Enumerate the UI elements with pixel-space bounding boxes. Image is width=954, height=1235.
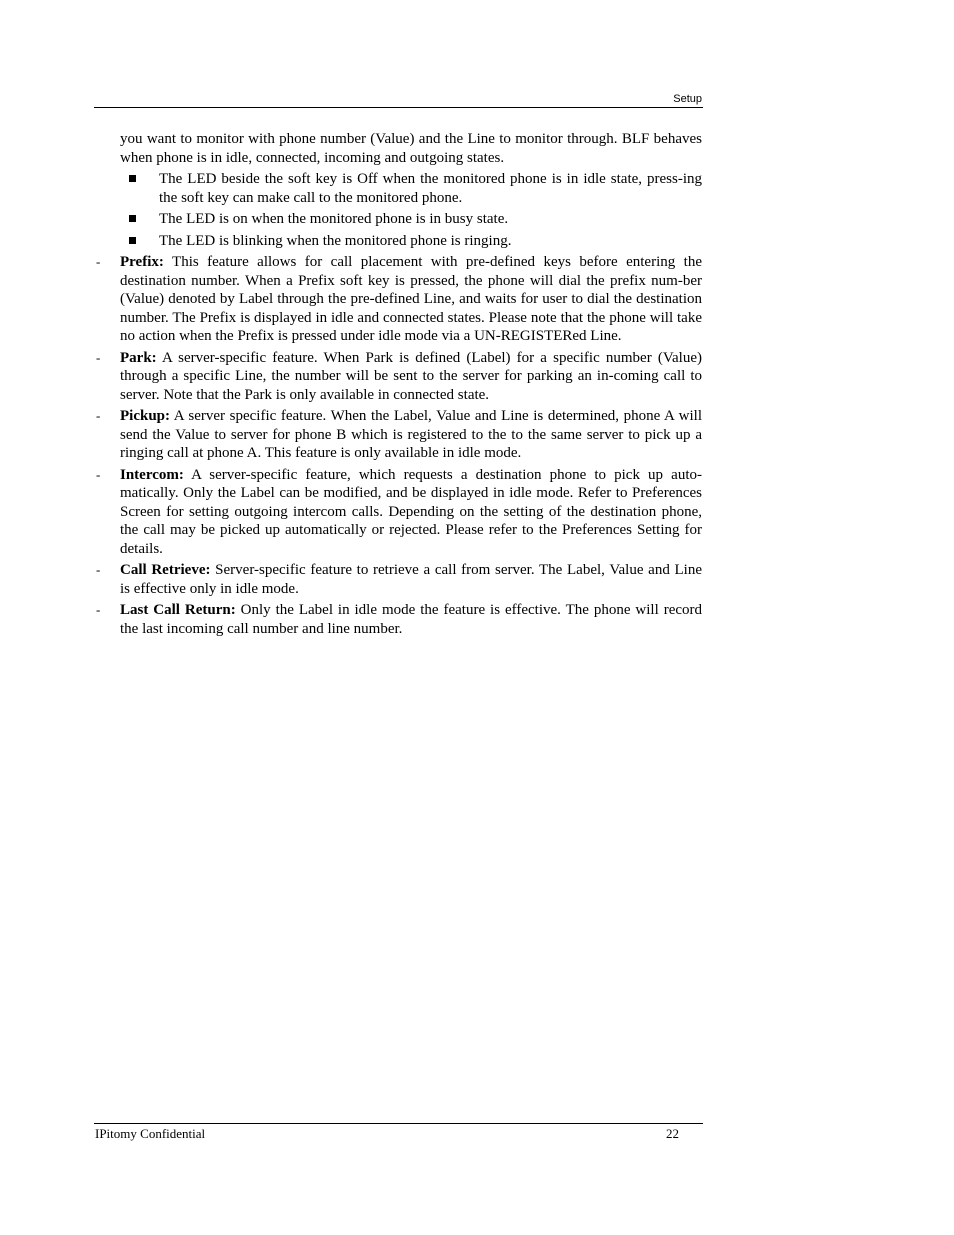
- feature-description: Only the Label in idle mode the feature is effective. The phone will record the last incoming call number and line number.: [120, 602, 703, 637]
- dash-marker: -: [96, 466, 101, 482]
- feature-description: Server-specific feature to retrieve a call from server. The Label, Value and Line is effective only in idle mode.: [120, 562, 702, 597]
- led-bullet-list: [120, 170, 702, 250]
- dash-marker: -: [96, 408, 101, 423]
- feature-last-call-return: [96, 601, 703, 638]
- list-item: [120, 210, 702, 229]
- header-rule: [94, 107, 703, 108]
- feature-prefix: [96, 253, 702, 346]
- feature-intercom: [96, 466, 702, 559]
- footer-confidential-label: IPitomy Confidential: [95, 1126, 206, 1141]
- dash-marker: -: [96, 254, 101, 269]
- page-body: [96, 130, 703, 638]
- feature-term: Call Retrieve:: [120, 562, 211, 578]
- page-number: 22: [666, 1126, 679, 1141]
- feature-term: Prefix:: [120, 254, 164, 270]
- intro-paragraph: you want to monitor with phone number (Value) and the Line to monitor through. BLF behaves when phone is in idle, connected, incoming and outgoing states.: [120, 131, 702, 166]
- feature-pickup: [96, 407, 702, 463]
- dash-marker: -: [96, 349, 101, 365]
- feature-term: Pickup:: [120, 408, 171, 424]
- list-item: [120, 170, 702, 207]
- feature-description: A server-specific feature, which requests a destination phone to pick up auto-matically. Only the Label can be modified, and be displayed in idle mode. Refer to Preferences Screen for setting outgoing intercom calls. Depending on the setting of the destination phone, the call may be picked up automatically or rejected. Please refer to the Preferences Setting for details.: [120, 466, 702, 557]
- dash-marker: -: [96, 562, 101, 577]
- feature-description: This feature allows for call placement with pre-defined keys before entering the destination number. When a Prefix soft key is pressed, the phone will dial the prefix num-ber (Value) denoted by Label through the pre-defined Line, and waits for user to dial the destination number. The Prefix is displayed in idle and connected states. Please note that the phone will take no action when the Prefix is pressed under idle mode via a UN-REGISTERed Line.: [120, 254, 702, 344]
- square-bullet-icon: [129, 215, 136, 222]
- feature-term: Park:: [120, 349, 157, 366]
- feature-term: Last Call Return:: [120, 602, 236, 618]
- feature-term: Intercom:: [120, 466, 184, 483]
- feature-description: A server specific feature. When the Label, Value and Line is determined, phone A will send the Value to server for phone B which is registered to the to the same server to pick up a ringing call at phone A. This feature is only available in idle mode.: [120, 408, 702, 461]
- feature-park: [96, 349, 702, 405]
- footer-rule: [94, 1123, 703, 1124]
- feature-description: A server-specific feature. When Park is defined (Label) for a specific number (Value) through a specific Line, the number will be sent to the server for parking an in-coming call to server. Note that the Park is only available in connected state.: [120, 349, 702, 403]
- list-item: [120, 232, 702, 251]
- running-header-section: Setup: [673, 93, 702, 105]
- feature-call-retrieve: [96, 561, 702, 598]
- square-bullet-icon: [129, 175, 136, 182]
- bullet-text: The LED is blinking when the monitored phone is ringing.: [159, 232, 512, 249]
- dash-marker: -: [96, 602, 101, 617]
- square-bullet-icon: [129, 237, 136, 244]
- bullet-text: The LED beside the soft key is Off when the monitored phone is in idle state, press-ing the soft key can make call to the monitored phone.: [159, 171, 702, 206]
- bullet-text: The LED is on when the monitored phone is in busy state.: [159, 211, 509, 227]
